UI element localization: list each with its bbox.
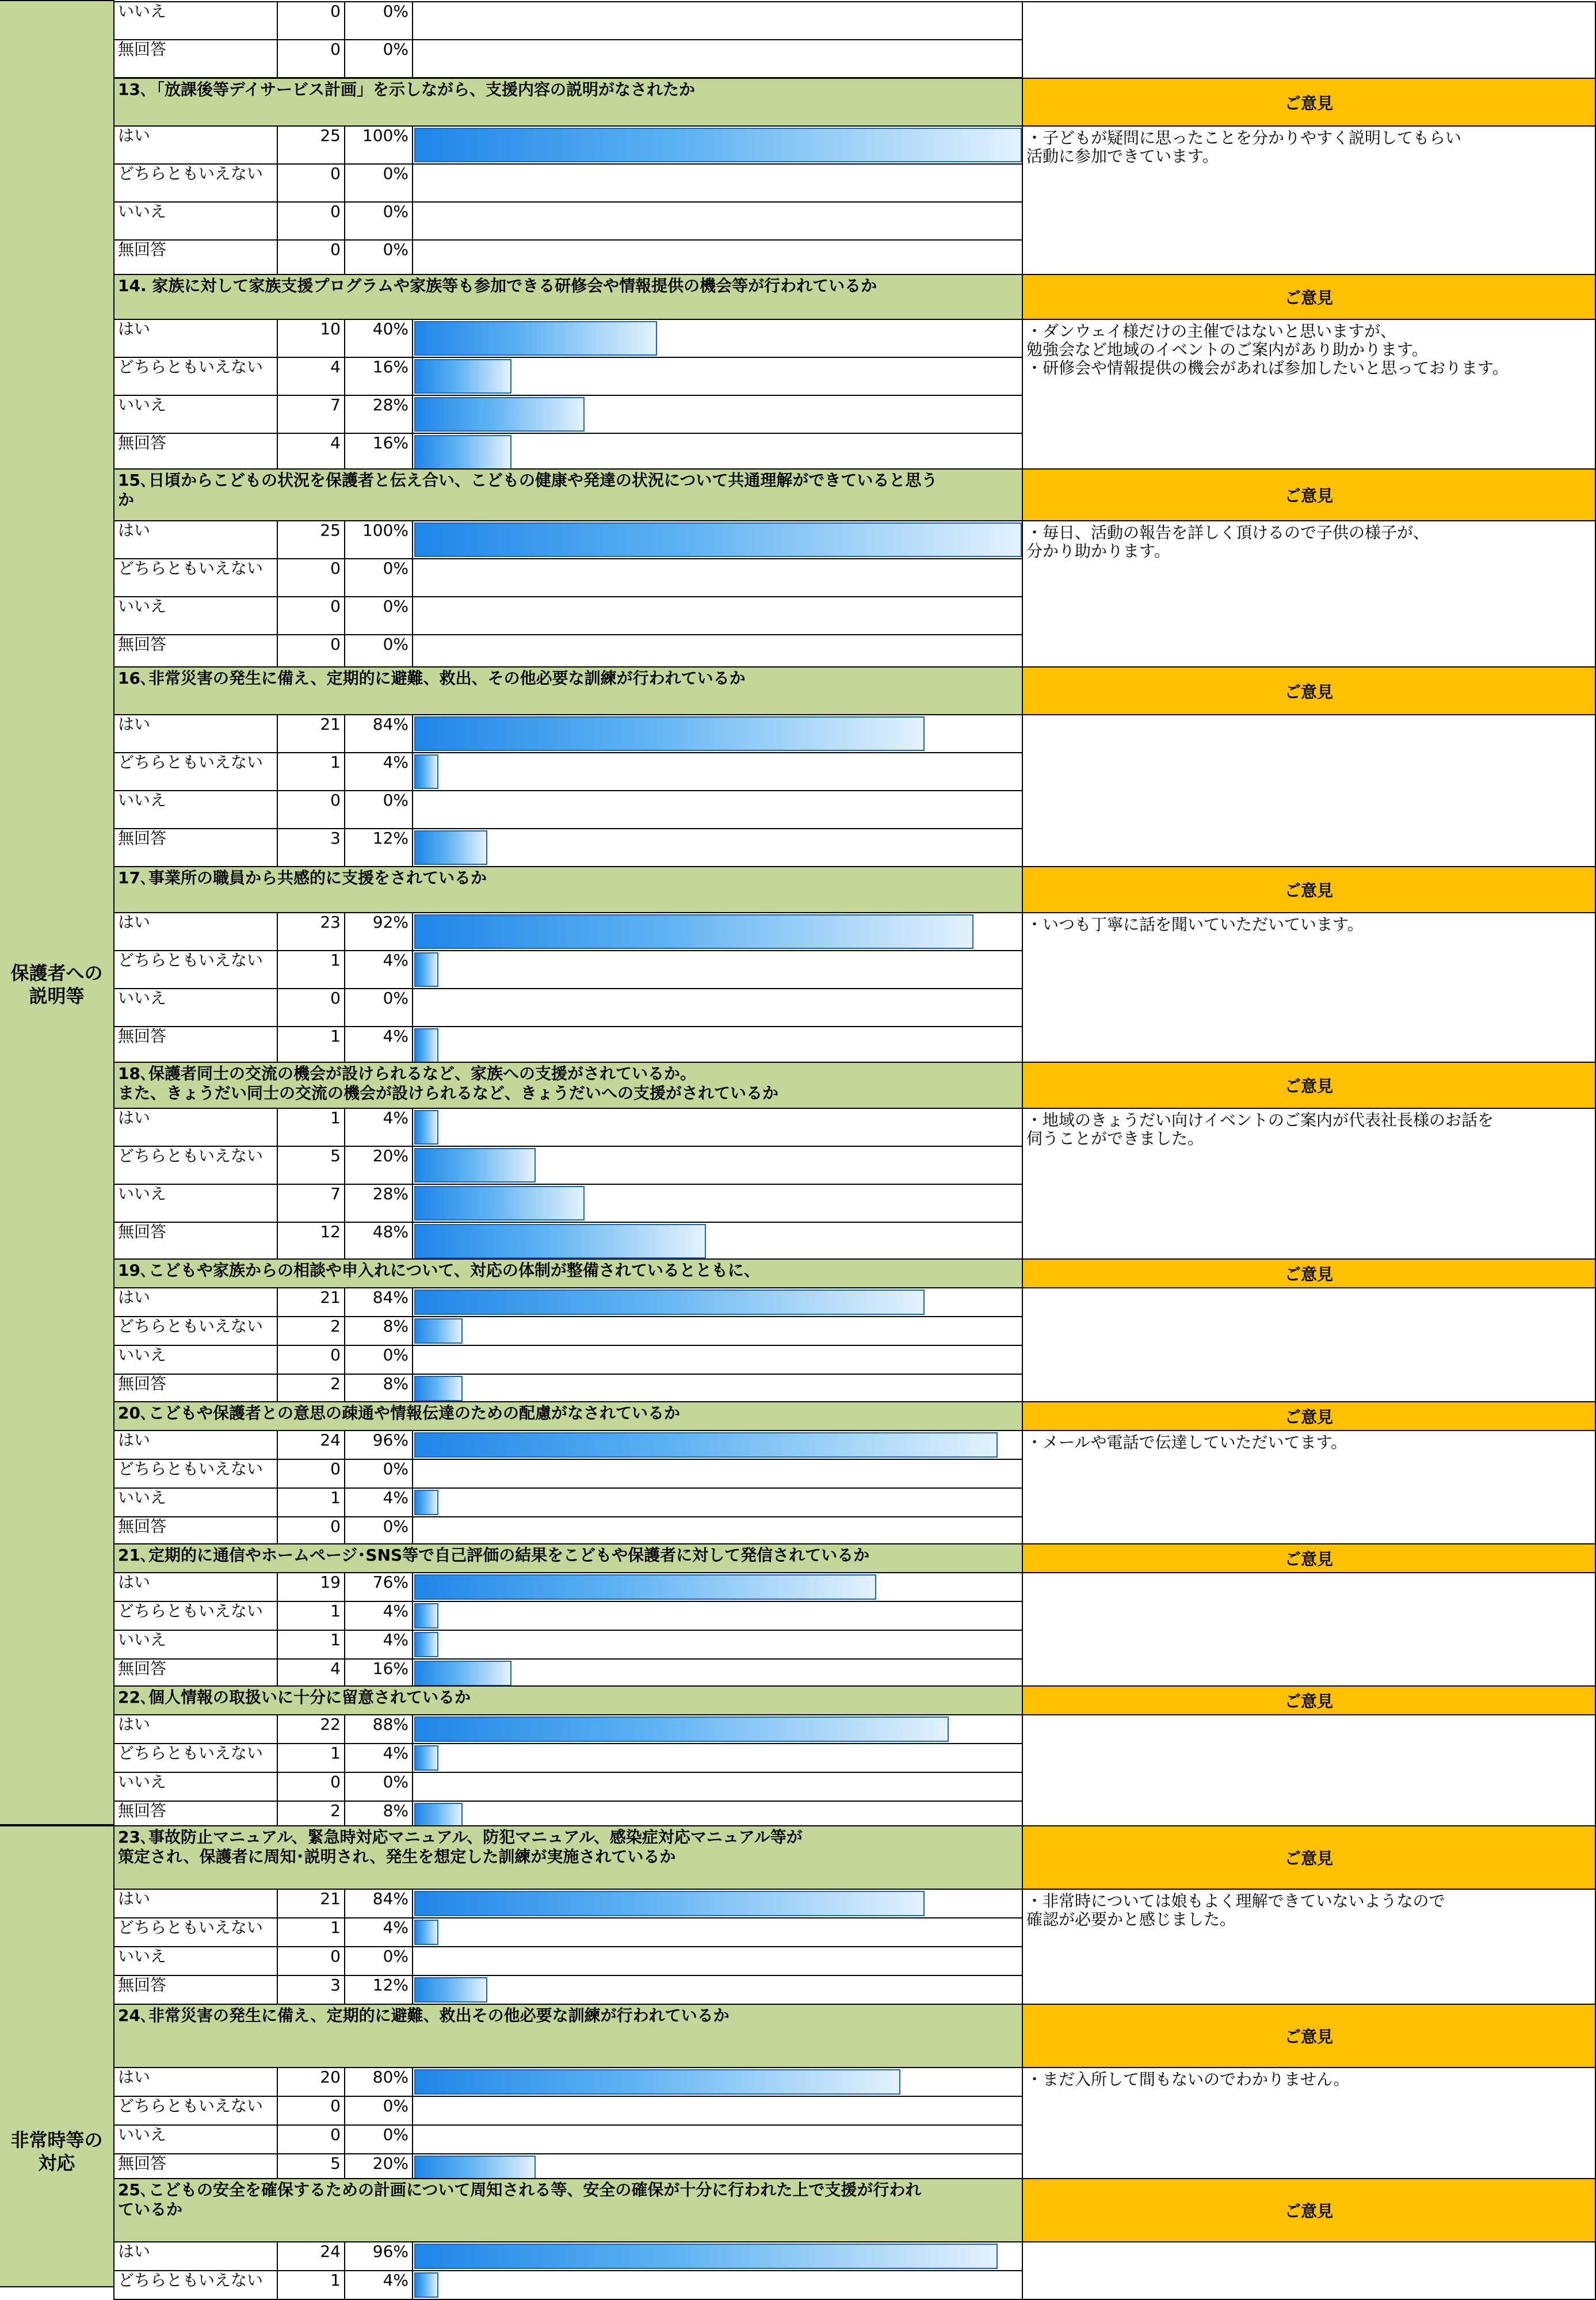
answer-label: 無回答 bbox=[113, 634, 278, 673]
answer-bar bbox=[414, 1186, 585, 1220]
answer-bar-track bbox=[412, 433, 1023, 472]
answer-percent: 4% bbox=[344, 1487, 413, 1517]
answer-count: 0 bbox=[277, 988, 345, 1027]
answer-count: 12 bbox=[277, 1222, 345, 1261]
answer-count: 4 bbox=[277, 357, 345, 396]
answer-bar-track bbox=[412, 1743, 1023, 1773]
answer-percent: 12% bbox=[344, 1975, 413, 2005]
answer-percent: 0% bbox=[344, 1946, 413, 1976]
answer-label: どちらともいえない bbox=[113, 558, 278, 597]
comment-box bbox=[1022, 1714, 1596, 1830]
answer-bar bbox=[414, 1803, 463, 1828]
answer-percent: 4% bbox=[344, 950, 413, 989]
comment-header: ご意見 bbox=[1022, 2178, 1596, 2242]
answer-bar-track bbox=[412, 1146, 1023, 1185]
answer-percent: 12% bbox=[344, 828, 413, 867]
answer-bar-track bbox=[412, 1222, 1023, 1261]
answer-count: 7 bbox=[277, 395, 345, 434]
answer-label: はい bbox=[113, 1572, 278, 1602]
answer-bar-track bbox=[412, 1430, 1023, 1460]
answer-bar bbox=[414, 1376, 463, 1401]
category-label: 保護者への 説明等 bbox=[0, 0, 114, 1825]
answer-percent: 0% bbox=[344, 1516, 413, 1546]
answer-percent: 0% bbox=[344, 1345, 413, 1375]
answer-label: どちらともいえない bbox=[113, 2096, 278, 2126]
answer-percent: 8% bbox=[344, 1374, 413, 1403]
answer-percent: 4% bbox=[344, 1601, 413, 1631]
answer-bar-track bbox=[412, 1374, 1023, 1403]
answer-label: いいえ bbox=[113, 1946, 278, 1976]
answer-bar-track bbox=[412, 1917, 1023, 1947]
answer-count: 21 bbox=[277, 1287, 345, 1317]
answer-label: いいえ bbox=[113, 1, 278, 40]
answer-count: 0 bbox=[277, 1345, 345, 1375]
answer-count: 3 bbox=[277, 1975, 345, 2005]
comment-header: ご意見 bbox=[1022, 1543, 1596, 1573]
answer-bar bbox=[414, 2272, 438, 2298]
answer-bar-track bbox=[412, 912, 1023, 951]
answer-count: 23 bbox=[277, 912, 345, 951]
answer-label: はい bbox=[113, 912, 278, 951]
answer-bar-track bbox=[412, 1108, 1023, 1147]
answer-bar-track bbox=[412, 752, 1023, 791]
answer-label: いいえ bbox=[113, 1772, 278, 1802]
answer-percent: 0% bbox=[344, 558, 413, 597]
answer-label: はい bbox=[113, 1430, 278, 1460]
answer-label: はい bbox=[113, 2241, 278, 2271]
answer-percent: 4% bbox=[344, 1108, 413, 1147]
answer-count: 4 bbox=[277, 433, 345, 472]
answer-percent: 92% bbox=[344, 912, 413, 951]
answer-percent: 0% bbox=[344, 1772, 413, 1802]
answer-percent: 0% bbox=[344, 1, 413, 40]
answer-bar-track bbox=[412, 1946, 1023, 1976]
answer-bar-track bbox=[412, 1184, 1023, 1223]
answer-label: 無回答 bbox=[113, 1222, 278, 1261]
answer-bar bbox=[414, 1490, 438, 1515]
answer-bar bbox=[414, 1891, 925, 1916]
answer-bar bbox=[414, 1661, 511, 1686]
answer-bar bbox=[414, 1318, 463, 1344]
comment-header: ご意見 bbox=[1022, 78, 1596, 127]
answer-label: 無回答 bbox=[113, 1658, 278, 1688]
comment-box: ・いつも丁寧に話を聞いていただいています。 bbox=[1022, 912, 1596, 1065]
question-title: 17､事業所の職員から共感的に支援をされているか bbox=[113, 866, 1023, 913]
answer-count: 0 bbox=[277, 634, 345, 673]
answer-bar-track bbox=[412, 1572, 1023, 1602]
answer-percent: 28% bbox=[344, 1184, 413, 1223]
comment-header: ご意見 bbox=[1022, 866, 1596, 913]
answer-label: いいえ bbox=[113, 790, 278, 829]
answer-bar bbox=[414, 952, 438, 987]
answer-count: 0 bbox=[277, 596, 345, 635]
answer-percent: 20% bbox=[344, 2153, 413, 2183]
answer-bar-track bbox=[412, 1630, 1023, 1660]
answer-count: 19 bbox=[277, 1572, 345, 1602]
answer-bar-track bbox=[412, 125, 1023, 165]
answer-label: 無回答 bbox=[113, 1516, 278, 1546]
answer-percent: 0% bbox=[344, 2124, 413, 2154]
answer-bar bbox=[414, 522, 1022, 557]
answer-percent: 4% bbox=[344, 1630, 413, 1660]
answer-percent: 100% bbox=[344, 125, 413, 165]
answer-bar bbox=[414, 1745, 438, 1771]
answer-percent: 100% bbox=[344, 520, 413, 559]
question-title: 21､定期的に通信やホームページ･SNS等で自己評価の結果をこどもや保護者に対して発信されているか bbox=[113, 1543, 1023, 1573]
answer-percent: 96% bbox=[344, 1430, 413, 1460]
answer-bar bbox=[414, 1224, 706, 1258]
answer-label: どちらともいえない bbox=[113, 1601, 278, 1631]
answer-bar-track bbox=[412, 163, 1023, 203]
comment-box bbox=[1022, 2241, 1596, 2300]
answer-label: いいえ bbox=[113, 596, 278, 635]
answer-bar bbox=[414, 321, 657, 356]
answer-count: 0 bbox=[277, 1772, 345, 1802]
answer-label: どちらともいえない bbox=[113, 1917, 278, 1947]
answer-count: 4 bbox=[277, 1658, 345, 1688]
answer-count: 0 bbox=[277, 558, 345, 597]
answer-label: はい bbox=[113, 1108, 278, 1147]
question-title: 15､日頃からこどもの状況を保護者と伝え合い、こどもの健康や発達の状況について共通理解ができていると思う か bbox=[113, 468, 1023, 521]
answer-bar-track bbox=[412, 2124, 1023, 2154]
category-label: 非常時等の 対応 bbox=[0, 1825, 114, 2287]
answer-percent: 0% bbox=[344, 790, 413, 829]
answer-label: 無回答 bbox=[113, 39, 278, 78]
answer-bar bbox=[414, 716, 925, 751]
answer-percent: 16% bbox=[344, 357, 413, 396]
answer-bar bbox=[414, 1920, 438, 1945]
answer-count: 10 bbox=[277, 319, 345, 358]
answer-percent: 0% bbox=[344, 201, 413, 241]
comment-box: ・毎日、活動の報告を詳しく頂けるので子供の様子が、 分かり助かります。 bbox=[1022, 520, 1596, 673]
answer-count: 22 bbox=[277, 1714, 345, 1744]
answer-label: 無回答 bbox=[113, 1374, 278, 1403]
answer-label: どちらともいえない bbox=[113, 950, 278, 989]
answer-count: 0 bbox=[277, 39, 345, 78]
answer-count: 21 bbox=[277, 714, 345, 753]
answer-percent: 76% bbox=[344, 1572, 413, 1602]
comment-header: ご意見 bbox=[1022, 1401, 1596, 1431]
answer-bar bbox=[414, 1148, 536, 1183]
answer-label: いいえ bbox=[113, 1184, 278, 1223]
answer-label: どちらともいえない bbox=[113, 1743, 278, 1773]
comment-box: ・非常時については娘もよく理解できていないようなので 確認が必要かと感じました。 bbox=[1022, 1889, 1596, 2005]
answer-bar-track bbox=[412, 2067, 1023, 2097]
answer-bar-track bbox=[412, 714, 1023, 753]
answer-count: 1 bbox=[277, 1601, 345, 1631]
answer-bar-track bbox=[412, 1459, 1023, 1489]
answer-label: はい bbox=[113, 319, 278, 358]
answer-count: 24 bbox=[277, 2241, 345, 2271]
answer-bar bbox=[414, 1028, 438, 1063]
answer-bar-track bbox=[412, 2241, 1023, 2271]
answer-label: どちらともいえない bbox=[113, 2270, 278, 2300]
answer-bar-track bbox=[412, 1658, 1023, 1688]
answer-count: 2 bbox=[277, 1374, 345, 1403]
answer-count: 1 bbox=[277, 950, 345, 989]
answer-label: いいえ bbox=[113, 1345, 278, 1375]
answer-count: 1 bbox=[277, 752, 345, 791]
answer-bar-track bbox=[412, 828, 1023, 867]
question-title: 14. 家族に対して家族支援プログラムや家族等も参加できる研修会や情報提供の機会等が行われているか bbox=[113, 274, 1023, 320]
answer-label: 無回答 bbox=[113, 2153, 278, 2183]
answer-bar bbox=[414, 1632, 438, 1657]
answer-bar-track bbox=[412, 1026, 1023, 1065]
answer-bar bbox=[414, 914, 973, 949]
answer-bar-track bbox=[412, 988, 1023, 1027]
answer-bar-track bbox=[412, 1316, 1023, 1346]
answer-label: いいえ bbox=[113, 1630, 278, 1660]
answer-count: 0 bbox=[277, 1459, 345, 1489]
answer-label: はい bbox=[113, 2067, 278, 2097]
answer-percent: 0% bbox=[344, 2096, 413, 2126]
answer-percent: 84% bbox=[344, 714, 413, 753]
answer-bar-track bbox=[412, 2096, 1023, 2126]
answer-label: いいえ bbox=[113, 988, 278, 1027]
answer-percent: 4% bbox=[344, 752, 413, 791]
answer-percent: 0% bbox=[344, 163, 413, 203]
question-title: 18､保護者同士の交流の機会が設けられるなど、家族への支援がされているか。 また、きょうだい同士の交流の機会が設けられるなど、きょうだいへの支援がされているか bbox=[113, 1062, 1023, 1109]
answer-percent: 4% bbox=[344, 2270, 413, 2300]
answer-count: 2 bbox=[277, 1801, 345, 1830]
answer-percent: 40% bbox=[344, 319, 413, 358]
answer-bar-track bbox=[412, 1601, 1023, 1631]
answer-bar-track bbox=[412, 1975, 1023, 2005]
answer-bar-track bbox=[412, 239, 1023, 279]
answer-bar-track bbox=[412, 39, 1023, 78]
answer-count: 1 bbox=[277, 2270, 345, 2300]
answer-count: 5 bbox=[277, 1146, 345, 1185]
answer-percent: 0% bbox=[344, 634, 413, 673]
answer-count: 1 bbox=[277, 1108, 345, 1147]
answer-count: 7 bbox=[277, 1184, 345, 1223]
comment-header: ご意見 bbox=[1022, 468, 1596, 521]
answer-count: 2 bbox=[277, 1316, 345, 1346]
answer-bar bbox=[414, 359, 511, 394]
comment-box bbox=[1022, 1, 1596, 79]
answer-count: 0 bbox=[277, 790, 345, 829]
comment-box: ・まだ入所して間もないのでわかりません。 bbox=[1022, 2067, 1596, 2183]
comment-header: ご意見 bbox=[1022, 1258, 1596, 1288]
answer-count: 3 bbox=[277, 828, 345, 867]
answer-count: 0 bbox=[277, 1946, 345, 1976]
answer-percent: 4% bbox=[344, 1917, 413, 1947]
answer-label: はい bbox=[113, 125, 278, 165]
answer-bar-track bbox=[412, 1287, 1023, 1317]
answer-percent: 4% bbox=[344, 1743, 413, 1773]
answer-bar-track bbox=[412, 357, 1023, 396]
comment-header: ご意見 bbox=[1022, 1825, 1596, 1890]
answer-count: 24 bbox=[277, 1430, 345, 1460]
comment-header: ご意見 bbox=[1022, 1062, 1596, 1109]
answer-bar-track bbox=[412, 520, 1023, 559]
question-title: 13､「放課後等デイサービス計画」を示しながら、支援内容の説明がなされたか bbox=[113, 78, 1023, 127]
answer-label: いいえ bbox=[113, 1487, 278, 1517]
answer-percent: 96% bbox=[344, 2241, 413, 2271]
comment-box: ・地域のきょうだい向けイベントのご案内が代表社長様のお話を 伺うことができました。 bbox=[1022, 1108, 1596, 1261]
answer-percent: 84% bbox=[344, 1287, 413, 1317]
answer-bar bbox=[414, 2244, 998, 2269]
question-title: 23､事故防止マニュアル、緊急時対応マニュアル、防犯マニュアル、感染症対応マニュアル等が 策定され、保護者に周知･説明され、発生を想定した訓練が実施されているか bbox=[113, 1825, 1023, 1890]
answer-bar-track bbox=[412, 319, 1023, 358]
answer-bar-track bbox=[412, 2270, 1023, 2300]
answer-bar-track bbox=[412, 596, 1023, 635]
answer-bar bbox=[414, 2069, 900, 2095]
answer-percent: 0% bbox=[344, 1459, 413, 1489]
answer-percent: 8% bbox=[344, 1801, 413, 1830]
answer-percent: 28% bbox=[344, 395, 413, 434]
answer-label: はい bbox=[113, 1714, 278, 1744]
answer-count: 5 bbox=[277, 2153, 345, 2183]
comment-box: ・ダンウェイ様だけの主催ではないと思いますが、 勉強会など地域のイベントのご案内があり助かります。 ・研修会や情報提供の機会があれば参加したいと思っております。 bbox=[1022, 319, 1596, 472]
answer-label: どちらともいえない bbox=[113, 163, 278, 203]
question-title: 19､こどもや家族からの相談や申入れについて、対応の体制が整備されているとともに、 bbox=[113, 1258, 1023, 1288]
answer-bar bbox=[414, 1603, 438, 1628]
answer-percent: 8% bbox=[344, 1316, 413, 1346]
answer-label: どちらともいえない bbox=[113, 1459, 278, 1489]
answer-bar-track bbox=[412, 201, 1023, 241]
comment-box: ・メールや電話で伝達していただいてます。 bbox=[1022, 1430, 1596, 1546]
answer-bar bbox=[414, 1290, 925, 1315]
comment-header: ご意見 bbox=[1022, 666, 1596, 715]
answer-count: 1 bbox=[277, 1630, 345, 1660]
answer-bar bbox=[414, 1432, 998, 1458]
answer-percent: 80% bbox=[344, 2067, 413, 2097]
answer-count: 0 bbox=[277, 1516, 345, 1546]
answer-label: はい bbox=[113, 714, 278, 753]
answer-label: 無回答 bbox=[113, 1026, 278, 1065]
answer-bar bbox=[414, 128, 1022, 162]
answer-percent: 0% bbox=[344, 988, 413, 1027]
answer-percent: 0% bbox=[344, 239, 413, 279]
comment-header: ご意見 bbox=[1022, 2004, 1596, 2068]
comment-header: ご意見 bbox=[1022, 274, 1596, 320]
answer-label: いいえ bbox=[113, 201, 278, 241]
answer-count: 1 bbox=[277, 1026, 345, 1065]
answer-label: いいえ bbox=[113, 2124, 278, 2154]
answer-bar bbox=[414, 397, 585, 432]
answer-bar bbox=[414, 754, 438, 789]
answer-bar bbox=[414, 830, 487, 865]
answer-percent: 0% bbox=[344, 596, 413, 635]
answer-count: 21 bbox=[277, 1889, 345, 1918]
answer-count: 25 bbox=[277, 125, 345, 165]
answer-bar bbox=[414, 435, 511, 470]
answer-bar-track bbox=[412, 790, 1023, 829]
answer-label: 無回答 bbox=[113, 1801, 278, 1830]
answer-count: 0 bbox=[277, 2124, 345, 2154]
question-title: 25､こどもの安全を確保するための計画について周知される等、安全の確保が十分に行われた上で支援が行われ ているか bbox=[113, 2178, 1023, 2242]
answer-label: 無回答 bbox=[113, 828, 278, 867]
answer-count: 25 bbox=[277, 520, 345, 559]
answer-bar-track bbox=[412, 1487, 1023, 1517]
question-title: 22､個人情報の取扱いに十分に留意されているか bbox=[113, 1685, 1023, 1715]
answer-percent: 4% bbox=[344, 1026, 413, 1065]
answer-percent: 20% bbox=[344, 1146, 413, 1185]
answer-count: 20 bbox=[277, 2067, 345, 2097]
answer-label: はい bbox=[113, 1287, 278, 1317]
answer-bar-track bbox=[412, 558, 1023, 597]
answer-bar-track bbox=[412, 1, 1023, 40]
question-title: 16､非常災害の発生に備え、定期的に避難、救出、その他必要な訓練が行われているか bbox=[113, 666, 1023, 715]
comment-box: ・子どもが疑問に思ったことを分かりやすく説明してもらい 活動に参加できています。 bbox=[1022, 125, 1596, 279]
answer-bar-track bbox=[412, 1889, 1023, 1918]
answer-percent: 16% bbox=[344, 1658, 413, 1688]
answer-count: 0 bbox=[277, 2096, 345, 2126]
answer-count: 0 bbox=[277, 239, 345, 279]
answer-label: 無回答 bbox=[113, 239, 278, 279]
comment-header: ご意見 bbox=[1022, 1685, 1596, 1715]
answer-bar bbox=[414, 1574, 876, 1600]
answer-label: どちらともいえない bbox=[113, 357, 278, 396]
answer-count: 0 bbox=[277, 201, 345, 241]
answer-bar bbox=[414, 1717, 949, 1742]
answer-label: どちらともいえない bbox=[113, 1316, 278, 1346]
answer-count: 0 bbox=[277, 1, 345, 40]
answer-count: 0 bbox=[277, 163, 345, 203]
answer-bar bbox=[414, 1977, 487, 2003]
answer-label: はい bbox=[113, 1889, 278, 1918]
answer-count: 1 bbox=[277, 1917, 345, 1947]
answer-bar bbox=[414, 2156, 536, 2181]
question-title: 24､非常災害の発生に備え、定期的に避難、救出その他必要な訓練が行われているか bbox=[113, 2004, 1023, 2068]
answer-percent: 48% bbox=[344, 1222, 413, 1261]
answer-label: 無回答 bbox=[113, 1975, 278, 2005]
answer-bar bbox=[414, 1110, 438, 1145]
comment-box bbox=[1022, 714, 1596, 867]
answer-count: 1 bbox=[277, 1487, 345, 1517]
answer-bar-track bbox=[412, 950, 1023, 989]
answer-percent: 88% bbox=[344, 1714, 413, 1744]
answer-label: どちらともいえない bbox=[113, 1146, 278, 1185]
answer-percent: 0% bbox=[344, 39, 413, 78]
comment-box bbox=[1022, 1287, 1596, 1403]
answer-label: 無回答 bbox=[113, 433, 278, 472]
answer-count: 1 bbox=[277, 1743, 345, 1773]
question-title: 20､こどもや保護者との意思の疎通や情報伝達のための配慮がなされているか bbox=[113, 1401, 1023, 1431]
answer-bar-track bbox=[412, 1772, 1023, 1802]
answer-percent: 16% bbox=[344, 433, 413, 472]
answer-bar-track bbox=[412, 395, 1023, 434]
answer-label: どちらともいえない bbox=[113, 752, 278, 791]
answer-label: はい bbox=[113, 520, 278, 559]
comment-box bbox=[1022, 1572, 1596, 1688]
answer-bar-track bbox=[412, 1516, 1023, 1546]
answer-label: いいえ bbox=[113, 395, 278, 434]
answer-percent: 84% bbox=[344, 1889, 413, 1918]
answer-bar-track bbox=[412, 1345, 1023, 1375]
answer-bar-track bbox=[412, 1714, 1023, 1744]
